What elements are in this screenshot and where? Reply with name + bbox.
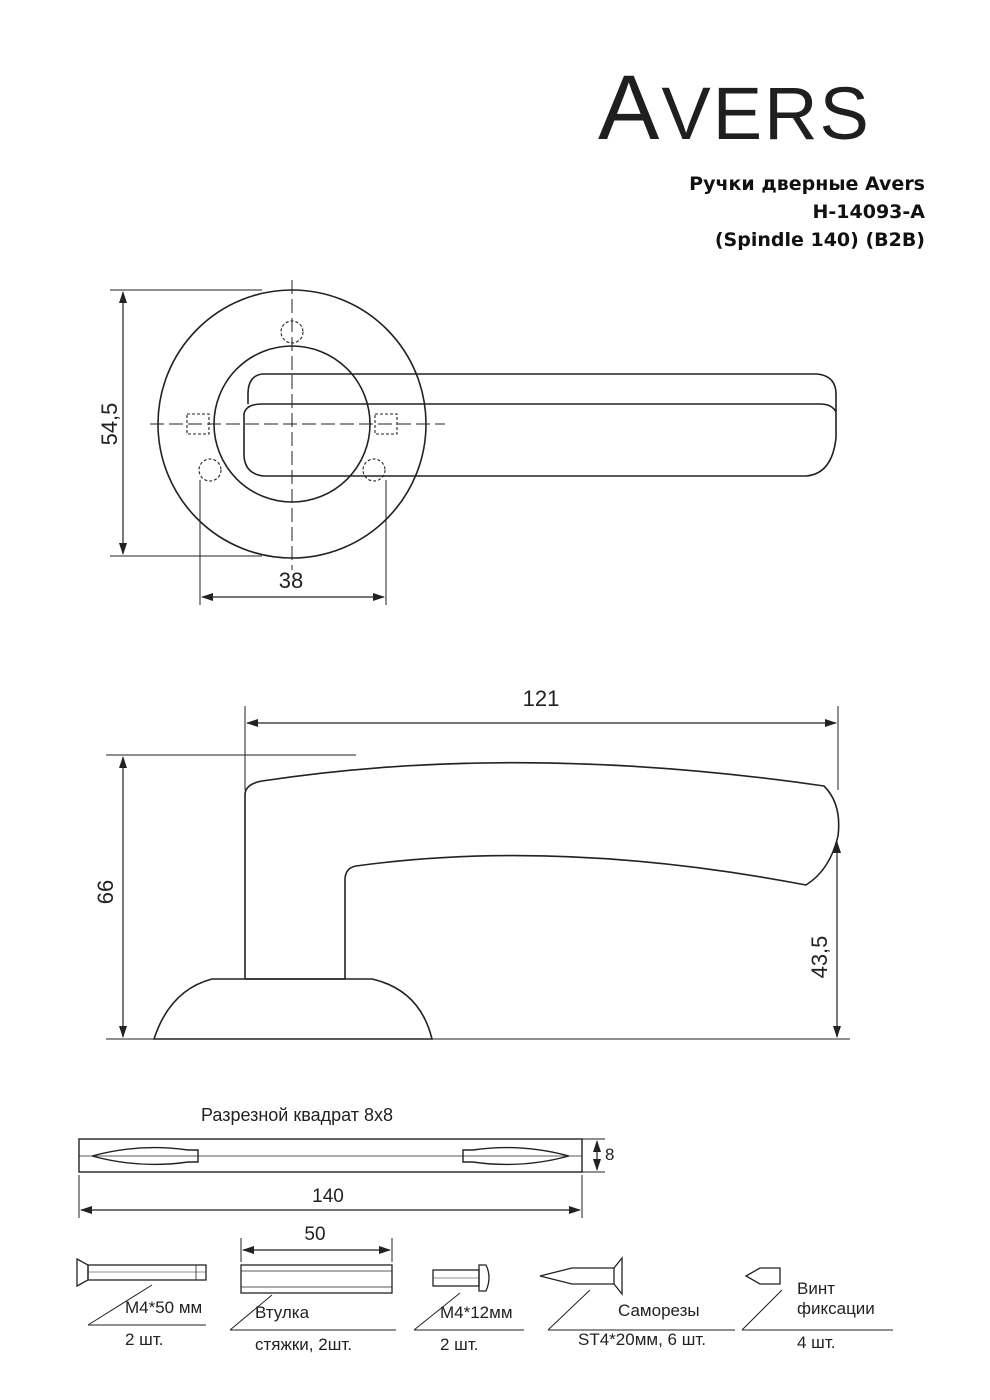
front-height-label: 54,5 bbox=[97, 402, 122, 446]
lever-top-upper-edge bbox=[248, 374, 262, 404]
screw-m4-12-name: M4*12мм bbox=[440, 1303, 513, 1322]
lever-top-view bbox=[244, 374, 836, 476]
screw-m4-12-qty: 2 шт. bbox=[440, 1335, 479, 1354]
title-line-2: H-14093-A bbox=[812, 201, 925, 223]
bushing-dim-label: 50 bbox=[304, 1224, 326, 1245]
lever-side-profile bbox=[245, 763, 839, 979]
side-view bbox=[106, 706, 850, 1039]
fixation-name-line2: фиксации bbox=[797, 1299, 875, 1318]
rosette-side-profile bbox=[154, 979, 432, 1039]
side-extension-lines bbox=[106, 706, 850, 1039]
spindle-bar bbox=[79, 1139, 582, 1172]
front-width-label: 38 bbox=[278, 568, 304, 593]
screw-m4-50-name: M4*50 мм bbox=[125, 1298, 203, 1317]
fixation-name-line1: Винт bbox=[797, 1279, 836, 1298]
spindle-caption: Разрезной квадрат 8x8 bbox=[201, 1105, 393, 1125]
centerlines bbox=[150, 280, 445, 570]
logo-rest: VERS bbox=[661, 72, 871, 155]
spindle-thickness-label: 8 bbox=[605, 1145, 615, 1164]
self-tapping-qty: ST4*20мм, 6 шт. bbox=[578, 1330, 706, 1349]
logo-initial: A bbox=[598, 57, 662, 159]
self-tapping-name: Саморезы bbox=[618, 1301, 700, 1320]
side-length-label: 121 bbox=[522, 686, 560, 711]
side-height-label: 66 bbox=[93, 879, 118, 905]
title-line-1: Ручки дверные Avers bbox=[689, 173, 925, 195]
spindle-length-label: 140 bbox=[312, 1186, 344, 1207]
bushing-qty: стяжки, 2шт. bbox=[255, 1335, 352, 1354]
fixation-qty: 4 шт. bbox=[797, 1333, 836, 1352]
lever-height-label: 43,5 bbox=[807, 935, 832, 979]
bushing-name: Втулка bbox=[255, 1303, 310, 1322]
front-extension-lines bbox=[110, 290, 386, 605]
title-line-3: (Spindle 140) (B2B) bbox=[714, 229, 925, 251]
screw-m4-50-qty: 2 шт. bbox=[125, 1330, 164, 1349]
front-view bbox=[110, 280, 836, 605]
